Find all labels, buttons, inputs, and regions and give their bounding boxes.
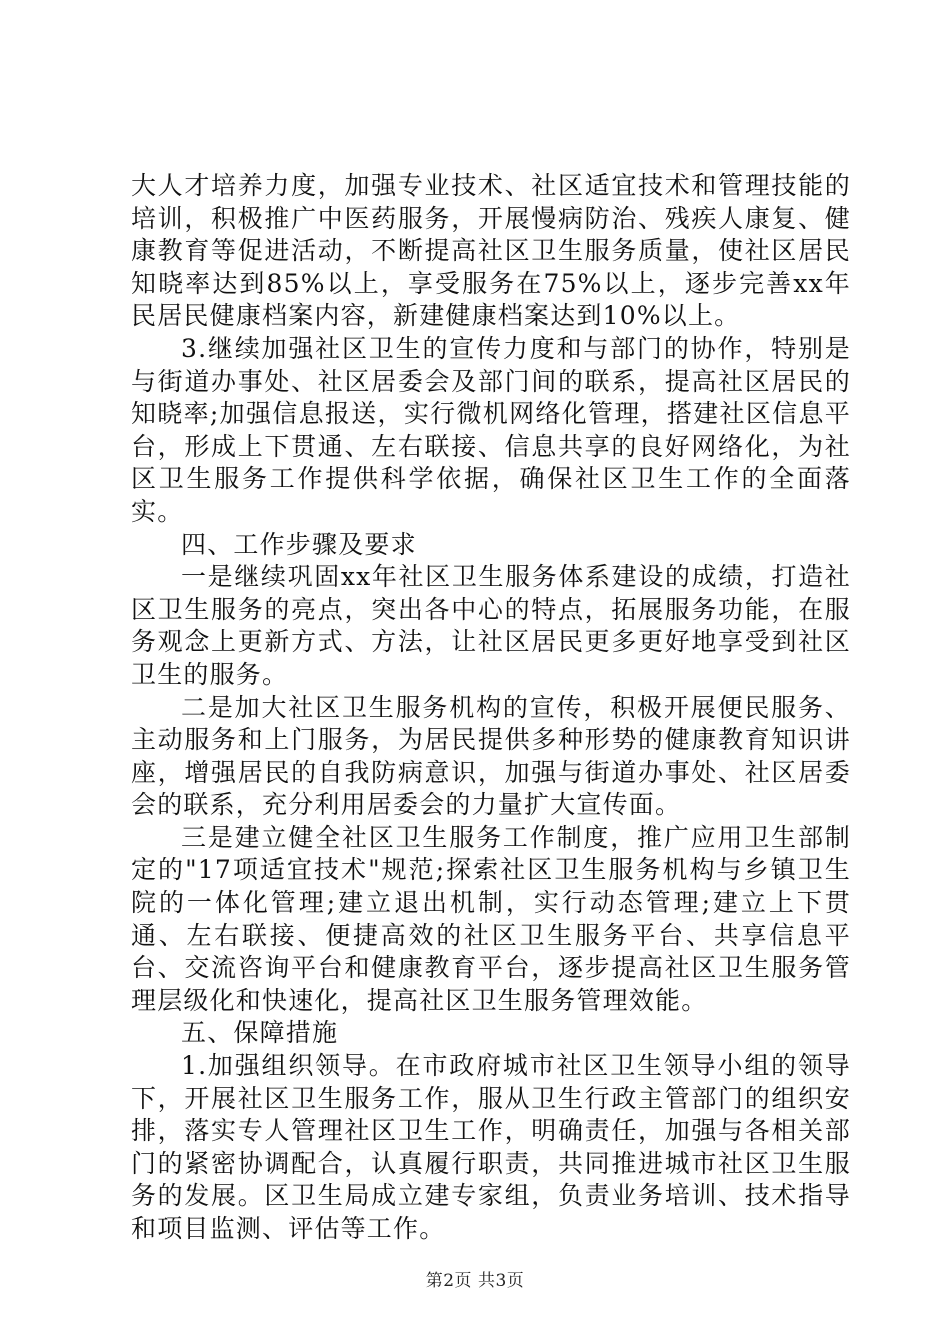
paragraph-item-3: 3.继续加强社区卫生的宣传力度和与部门的协作，特别是与街道办事处、社区居委会及部门间的联系，提高社区居民的知晓率;加强信息报送，实行微机网络化管理，搭建社区信息平台，形成上下贯通、左右联接、信息共享的良好网络化，为社区卫生服务工作提供科学依据，确保社区卫生工作的全面落实。 — [131, 333, 851, 526]
section-heading-5: 五、保障措施 — [181, 1018, 339, 1048]
paragraph-step-3: 三是建立健全社区卫生服务工作制度，推广应用卫生部制定的"17项适宜技术"规范;探索社区卫生服务机构与乡镇卫生院的一体化管理;建立退出机制，实行动态管理;建立上下贯通、左右联接、便捷高效的社区卫生服务平台、共享信息平台、交流咨询平台和健康教育平台，逐步提高社区卫生服务管理层级化和快速化，提高社区卫生服务管理效能。 — [131, 822, 851, 1015]
section-heading-4: 四、工作步骤及要求 — [181, 529, 417, 559]
paragraph-continued: 大人才培养力度，加强专业技术、社区适宜技术和管理技能的培训，积极推广中医药服务，开展慢病防治、残疾人康复、健康教育等促进活动，不断提高社区卫生服务质量，使社区居民知晓率达到85%以上，享受服务在75%以上，逐步完善xx年民居民健康档案内容，新建健康档案达到10%以上。 — [131, 171, 851, 331]
document-body — [131, 170, 851, 1246]
paragraph-step-1: 一是继续巩固xx年社区卫生服务体系建设的成绩，打造社区卫生服务的亮点，突出各中心的特点，拓展服务功能，在服务观念上更新方式、方法，让社区居民更多更好地享受到社区卫生的服务。 — [131, 562, 851, 689]
paragraph-step-2: 二是加大社区卫生服务机构的宣传，积极开展便民服务、主动服务和上门服务，为居民提供多种形势的健康教育知识讲座，增强居民的自我防病意识，加强与街道办事处、社区居委会的联系，充分利用居委会的力量扩大宣传面。 — [131, 692, 851, 820]
page-footer: 第2页 共3页 — [425, 1271, 525, 1291]
paragraph-measure-1: 1.加强组织领导。在市政府城市社区卫生领导小组的领导下，开展社区卫生服务工作，服从卫生行政主管部门的组织安排，落实专人管理社区卫生工作，明确责任，加强与各相关部门的紧密协调配合，认真履行职责，共同推进城市社区卫生服务的发展。区卫生局成立建专家组，负责业务培训、技术指导和项目监测、评估等工作。 — [131, 1051, 851, 1243]
